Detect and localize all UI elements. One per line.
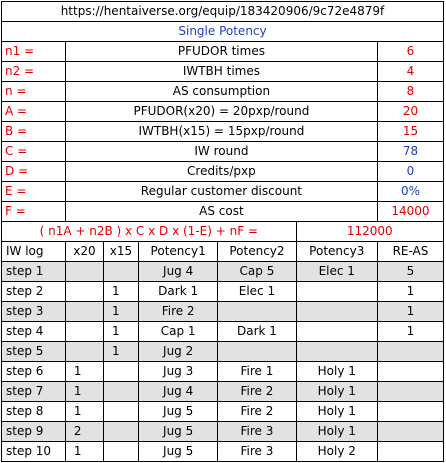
formula-expression-cell[interactable]: ( n1A + n2B ) x C x D x (1-E) + nF = [2, 222, 297, 242]
log-row [2, 302, 444, 322]
log-cell[interactable] [65, 342, 103, 362]
log-cell[interactable]: step 2 [2, 282, 66, 302]
param-desc-cell[interactable]: IWTBH times [65, 62, 377, 82]
param-key-cell[interactable]: B = [2, 122, 66, 142]
log-cell[interactable] [377, 382, 443, 402]
log-cell[interactable]: Cap 5 [218, 262, 296, 282]
param-row [2, 202, 444, 222]
log-row [2, 282, 444, 302]
log-cell[interactable] [296, 282, 377, 302]
param-row [2, 82, 444, 102]
param-key-cell[interactable]: n1 = [2, 42, 66, 62]
log-cell[interactable]: step 9 [2, 422, 66, 442]
log-cell[interactable] [377, 362, 443, 382]
log-cell[interactable] [377, 402, 443, 422]
log-header-row [2, 242, 444, 262]
log-cell[interactable]: step 10 [2, 442, 66, 462]
log-cell[interactable]: 1 [103, 302, 138, 322]
log-cell[interactable]: Fire 2 [138, 302, 217, 322]
log-cell[interactable] [296, 302, 377, 322]
url-cell[interactable]: https://hentaiverse.org/equip/183420906/9c72e4879f [2, 2, 444, 22]
spreadsheet-grid [1, 1, 444, 462]
log-cell[interactable]: 1 [65, 382, 103, 402]
log-row [2, 362, 444, 382]
log-cell[interactable]: 2 [65, 422, 103, 442]
log-cell[interactable]: Jug 5 [138, 402, 217, 422]
log-header-cell[interactable]: RE-AS [377, 242, 443, 262]
log-header-cell[interactable]: x20 [65, 242, 103, 262]
param-desc-cell[interactable]: AS cost [65, 202, 377, 222]
param-row [2, 122, 444, 142]
log-header-cell[interactable]: Potency1 [138, 242, 217, 262]
log-cell[interactable]: 1 [103, 282, 138, 302]
param-value-cell[interactable]: 4 [377, 62, 443, 82]
log-cell[interactable]: Holy 1 [296, 402, 377, 422]
url-row [2, 2, 444, 22]
title-row [2, 22, 444, 42]
log-cell[interactable]: Fire 2 [218, 402, 296, 422]
log-cell[interactable]: 1 [377, 282, 443, 302]
log-cell[interactable]: 5 [377, 262, 443, 282]
log-cell[interactable]: step 6 [2, 362, 66, 382]
log-cell[interactable]: Holy 1 [296, 382, 377, 402]
log-cell[interactable]: Elec 1 [218, 282, 296, 302]
formula-result-cell[interactable]: 112000 [296, 222, 443, 242]
log-cell[interactable]: 1 [377, 302, 443, 322]
log-cell[interactable] [296, 322, 377, 342]
log-header-cell[interactable]: Potency2 [218, 242, 296, 262]
log-cell[interactable]: 1 [65, 402, 103, 422]
param-key-cell[interactable]: C = [2, 142, 66, 162]
param-desc-cell[interactable]: AS consumption [65, 82, 377, 102]
log-cell[interactable]: Dark 1 [218, 322, 296, 342]
log-cell[interactable] [65, 322, 103, 342]
log-cell[interactable]: step 3 [2, 302, 66, 322]
log-cell[interactable]: Holy 1 [296, 362, 377, 382]
param-key-cell[interactable]: E = [2, 182, 66, 202]
log-cell[interactable] [377, 422, 443, 442]
log-cell[interactable]: Jug 3 [138, 362, 217, 382]
log-cell[interactable]: Jug 5 [138, 442, 217, 462]
log-cell[interactable]: Holy 1 [296, 422, 377, 442]
log-cell[interactable] [103, 402, 138, 422]
log-cell[interactable]: 1 [103, 342, 138, 362]
log-cell[interactable] [218, 302, 296, 322]
log-header-cell[interactable]: IW log [2, 242, 66, 262]
log-cell[interactable]: Fire 2 [218, 382, 296, 402]
log-cell[interactable] [65, 282, 103, 302]
param-value-cell[interactable]: 14000 [377, 202, 443, 222]
log-cell[interactable]: Fire 3 [218, 422, 296, 442]
log-cell[interactable]: 1 [65, 362, 103, 382]
param-value-cell[interactable]: 6 [377, 42, 443, 62]
log-cell[interactable]: Holy 2 [296, 442, 377, 462]
param-value-cell[interactable]: 0 [377, 162, 443, 182]
log-cell[interactable]: step 8 [2, 402, 66, 422]
log-row [2, 382, 444, 402]
log-cell[interactable]: Jug 4 [138, 382, 217, 402]
log-cell[interactable] [103, 362, 138, 382]
log-cell[interactable]: Jug 2 [138, 342, 217, 362]
log-cell[interactable]: step 7 [2, 382, 66, 402]
log-cell[interactable] [103, 382, 138, 402]
param-value-cell[interactable]: 0% [377, 182, 443, 202]
param-desc-cell[interactable]: IW round [65, 142, 377, 162]
log-cell[interactable]: 1 [65, 442, 103, 462]
log-cell[interactable]: Fire 1 [218, 362, 296, 382]
param-row [2, 162, 444, 182]
log-row [2, 442, 444, 462]
log-cell[interactable]: step 4 [2, 322, 66, 342]
log-cell[interactable]: Jug 4 [138, 262, 217, 282]
param-key-cell[interactable]: A = [2, 102, 66, 122]
log-row [2, 342, 444, 362]
param-value-cell[interactable]: 78 [377, 142, 443, 162]
log-cell[interactable]: 1 [377, 322, 443, 342]
param-value-cell[interactable]: 8 [377, 82, 443, 102]
log-cell[interactable]: Cap 1 [138, 322, 217, 342]
log-cell[interactable] [296, 342, 377, 362]
log-cell[interactable]: step 1 [2, 262, 66, 282]
param-row [2, 42, 444, 62]
log-cell[interactable] [377, 342, 443, 362]
param-desc-cell[interactable]: PFUDOR(x20) = 20pxp/round [65, 102, 377, 122]
param-key-cell[interactable]: F = [2, 202, 66, 222]
formula-row [2, 222, 444, 242]
log-cell[interactable]: Fire 3 [218, 442, 296, 462]
param-key-cell[interactable]: n2 = [2, 62, 66, 82]
param-row [2, 62, 444, 82]
log-cell[interactable] [65, 302, 103, 322]
param-desc-cell[interactable]: Regular customer discount [65, 182, 377, 202]
param-desc-cell[interactable]: PFUDOR times [65, 42, 377, 62]
log-cell[interactable] [103, 442, 138, 462]
log-row [2, 402, 444, 422]
log-cell[interactable]: 1 [103, 322, 138, 342]
log-cell[interactable] [218, 342, 296, 362]
log-cell[interactable]: Jug 5 [138, 422, 217, 442]
log-row [2, 322, 444, 342]
log-cell[interactable]: Elec 1 [296, 262, 377, 282]
log-cell[interactable] [377, 442, 443, 462]
param-row [2, 102, 444, 122]
log-cell[interactable] [103, 422, 138, 442]
param-row [2, 142, 444, 162]
title-cell[interactable]: Single Potency [2, 22, 444, 42]
log-cell[interactable] [65, 262, 103, 282]
log-cell[interactable] [103, 262, 138, 282]
param-key-cell[interactable]: n = [2, 82, 66, 102]
log-row [2, 262, 444, 282]
log-cell[interactable]: Dark 1 [138, 282, 217, 302]
param-value-cell[interactable]: 20 [377, 102, 443, 122]
param-key-cell[interactable]: D = [2, 162, 66, 182]
param-row [2, 182, 444, 202]
log-header-cell[interactable]: Potency3 [296, 242, 377, 262]
param-desc-cell[interactable]: Credits/pxp [65, 162, 377, 182]
log-cell[interactable]: step 5 [2, 342, 66, 362]
param-value-cell[interactable]: 15 [377, 122, 443, 142]
log-row [2, 422, 444, 442]
log-header-cell[interactable]: x15 [103, 242, 138, 262]
param-desc-cell[interactable]: IWTBH(x15) = 15pxp/round [65, 122, 377, 142]
